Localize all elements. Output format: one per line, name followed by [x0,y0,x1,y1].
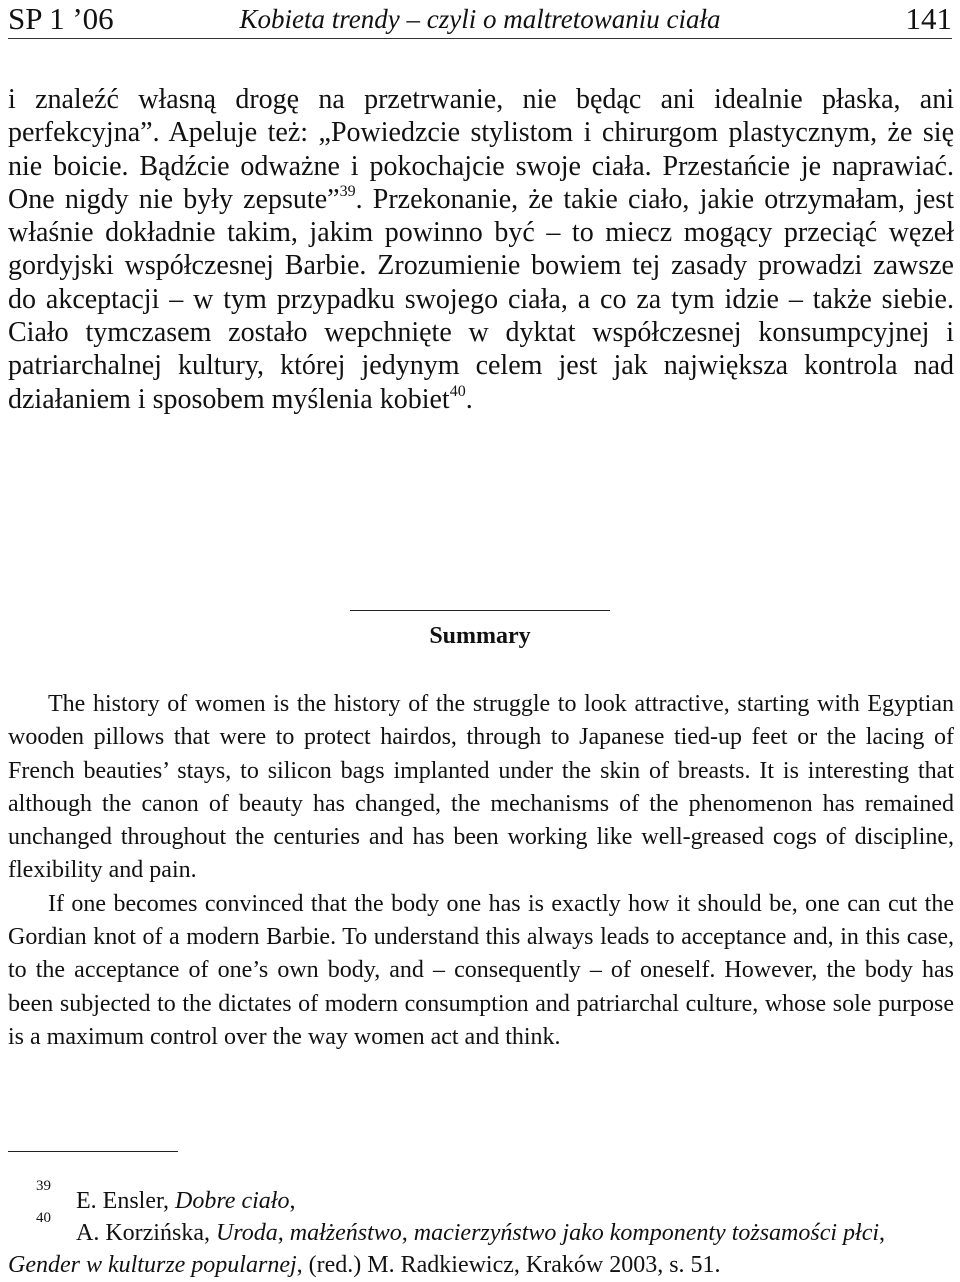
page-number: 141 [905,1,952,36]
footnote-book-title: Gender w kulturze popularnej [8,1252,297,1278]
footnote-number: 40 [36,1210,51,1226]
journal-issue: SP 1 ’06 [8,1,114,36]
running-title: Kobieta trendy – czyli o maltretowaniu ciała [239,4,721,34]
summary-section [8,688,954,1054]
footnote-author: A. Korzińska, [76,1220,216,1246]
footnote-ref-40[interactable]: 40 [449,382,466,400]
summary-heading: Summary [429,623,531,649]
footnote-title: Dobre ciało [175,1188,290,1214]
footnote-rest: , [289,1188,296,1214]
footnote-author: E. Ensler, [76,1188,176,1214]
footnote-number: 39 [36,1178,51,1194]
footnote-title: Uroda, małżeństwo, macierzyństwo jako komponenty tożsamości płci [215,1220,880,1246]
footnote-rest: , (red.) M. Radkiewicz, Kraków 2003, s. 51. [296,1252,721,1278]
summary-paragraph-1: The history of women is the history of the struggle to look attractive, starting with Egyptian wooden pillows that were to protect hairdos, through to Japanese tied-up feet or the lacing of French beauties’ stays, to silicon bags implanted under the skin of breasts. It is interesting that although the canon of beauty has changed, the mechanisms of the phenomenon has remained unchanged throughout the centuries and has been working like well-greased cogs of discipline, flexibility and pain. [8,691,954,884]
body-text-1: i znaleźć własną drogę na przetrwanie, nie będąc ani idealnie płaska, ani perfekcyjna”. Apeluje też: „Powiedzcie stylistom i chirurgom plastycznym, że się nie boicie. Bądźcie odważne i pokochajcie swoje ciała. Przestańcie je naprawiać. One nigdy nie były zepsute” [8,84,954,215]
running-header [8,0,952,39]
body-text-2: . Przekonanie, że takie ciało, jakie otrzymałam, jest właśnie dokładnie takim, jakim powinno być – to miecz mogący przeciąć węzeł gordyjski współczesnej Barbie. Zrozumienie bowiem tej zasady prowadzi zawsze do akceptacji – w tym przypadku swojego ciała, a co za tym idzie – także siebie. Ciało tymczasem zostało wepchnięte w dyktat współczesnej konsumpcyjnej i patriarchalnej kultury, której jedynym celem jest jak największa kontrola nad działaniem i sposobem myślenia kobiet [8,183,954,415]
footnote-divider [8,1151,178,1152]
body-text-3: . [465,383,473,415]
footnote-ref-39[interactable]: 39 [339,182,356,200]
footnote-separator: , [879,1220,886,1246]
summary-paragraph-2: If one becomes convinced that the body one has is exactly how it should be, one can cut the Gordian knot of a modern Barbie. To understand this always leads to acceptance and, in this case, to the acceptance of one’s own body, and – consequently – of oneself. However, the body has been subjected to the dictates of modern consumption and patriarchal culture, whose sole purpose is a maximum control over the way women act and think. [8,890,954,1050]
footnote-40 [8,1210,954,1281]
summary-divider [350,610,610,611]
body-paragraph [8,83,954,416]
